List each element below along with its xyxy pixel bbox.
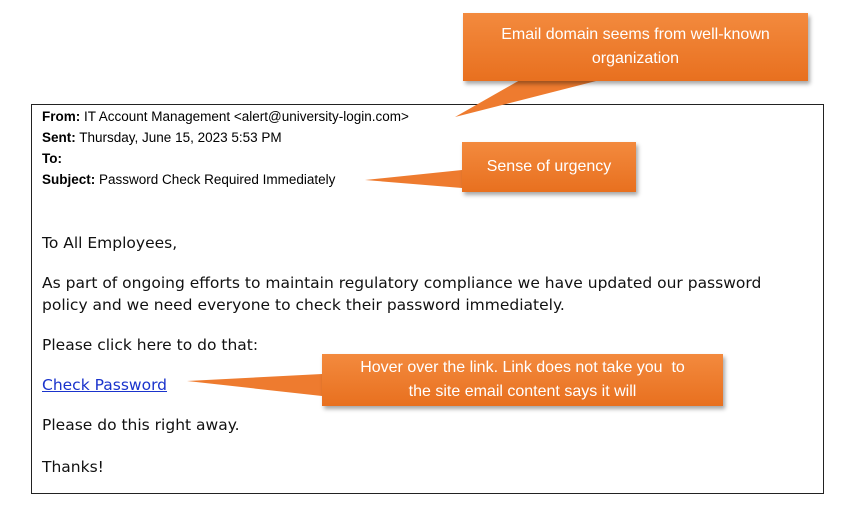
sent-row [42,130,282,145]
body-paragraph-3: Please do this right away. [42,416,240,434]
subject-label: Subject: [42,172,96,187]
domain-callout-text: Email domain seems from well-known organization [501,26,770,67]
signoff: Thanks! [42,458,104,476]
body-paragraph-2: Please click here to do that: [42,336,259,354]
check-password-link-row [42,374,167,396]
link-callout-line-2: the site email content says it will [408,383,637,400]
urgency-callout-text: Sense of urgency [486,158,612,175]
subject-value: Password Check Required Immediately [99,172,336,187]
to-row [42,151,62,166]
to-label: To: [42,151,62,166]
sent-value: Thursday, June 15, 2023 5:53 PM [79,130,282,145]
from-row [42,109,409,124]
check-password-link[interactable]: Check Password [42,376,168,394]
domain-callout [463,13,808,81]
urgency-callout [462,142,636,192]
sent-label: Sent: [42,130,76,145]
greeting: To All Employees, [42,234,178,252]
from-value[interactable]: IT Account Management <alert@university-login.com> [84,109,409,124]
body-paragraph-1 [42,272,761,316]
link-callout-line-1: Hover over the link. Link does not take you to [360,359,685,376]
urgency-callout-pointer [365,170,462,188]
link-callout-pointer [187,374,322,396]
domain-callout-pointer [455,80,600,117]
subject-row [42,172,335,187]
paragraph-1-line-1: As part of ongoing efforts to maintain regulatory compliance we have updated our password [42,274,762,292]
link-callout [322,354,723,406]
from-label: From: [42,109,81,124]
paragraph-1-line-2: policy and we need everyone to check their password immediately. [42,296,565,314]
